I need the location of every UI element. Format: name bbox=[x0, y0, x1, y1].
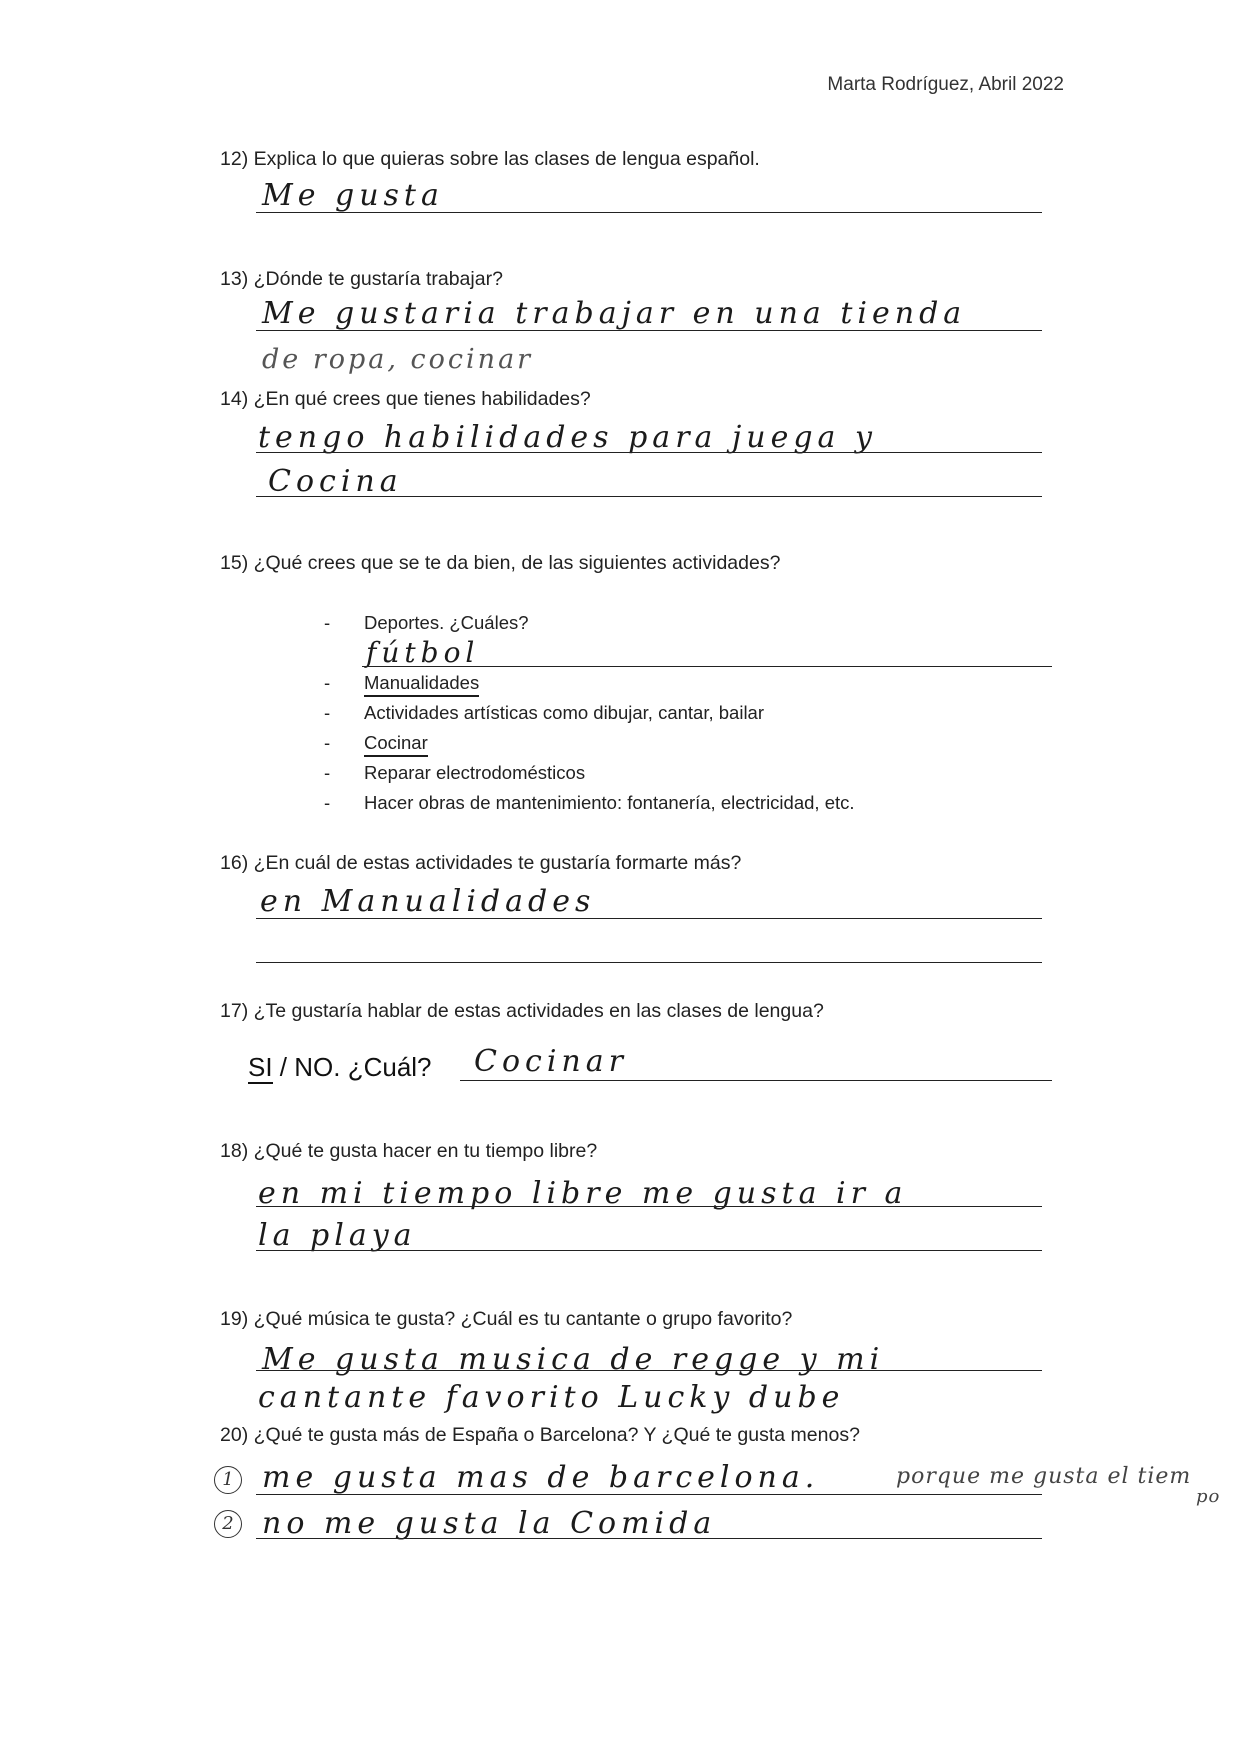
answer-19-line-2: cantante favorito Lucky dube bbox=[258, 1380, 845, 1415]
answer-20-line-2: no me gusta la Comida bbox=[262, 1506, 717, 1541]
answer-line bbox=[256, 330, 1042, 331]
question-17: 17) ¿Te gustaría hablar de estas actividades en las clases de lengua? bbox=[220, 1000, 824, 1022]
question-20: 20) ¿Qué te gusta más de España o Barcelona? Y ¿Qué te gusta menos? bbox=[220, 1424, 860, 1446]
list-dash: - bbox=[324, 672, 331, 693]
author-date: Marta Rodríguez, Abril 2022 bbox=[827, 74, 1064, 95]
list-dash: - bbox=[324, 732, 331, 753]
list-dash: - bbox=[324, 792, 331, 813]
question-16: 16) ¿En cuál de estas actividades te gustaría formarte más? bbox=[220, 852, 742, 874]
question-15: 15) ¿Qué crees que se te da bien, de las siguientes actividades? bbox=[220, 552, 781, 574]
list-item bbox=[318, 732, 855, 762]
list-item bbox=[318, 702, 855, 732]
list-dash: - bbox=[324, 702, 331, 723]
answer-17: Cocinar bbox=[474, 1044, 628, 1079]
answer-line bbox=[256, 962, 1042, 963]
answer-line bbox=[362, 666, 1052, 667]
answer-20-line-1: me gusta mas de barcelona. bbox=[262, 1460, 820, 1495]
answer-19-line-1: Me gusta musica de regge y mi bbox=[262, 1342, 885, 1377]
answer-line bbox=[256, 1538, 1042, 1539]
list-dash: - bbox=[324, 612, 331, 633]
answer-marker-1: 1 bbox=[214, 1466, 242, 1494]
yes-no-prompt bbox=[248, 1052, 432, 1083]
list-item bbox=[318, 792, 855, 822]
answer-line bbox=[256, 1494, 1042, 1495]
question-14: 14) ¿En qué crees que tienes habilidades? bbox=[220, 388, 591, 410]
answer-line bbox=[256, 918, 1042, 919]
list-dash: - bbox=[324, 762, 331, 783]
question-18: 18) ¿Qué te gusta hacer en tu tiempo libre? bbox=[220, 1140, 598, 1162]
option-maintenance: Hacer obras de mantenimiento: fontanería, electricidad, etc. bbox=[364, 792, 855, 813]
answer-13-line-2: de ropa, cocinar bbox=[262, 344, 534, 375]
answer-line bbox=[256, 1370, 1042, 1371]
list-item bbox=[318, 762, 855, 792]
option-appliances: Reparar electrodomésticos bbox=[364, 762, 586, 783]
list-item bbox=[318, 672, 855, 702]
answer-12-line-1: Me gusta bbox=[262, 178, 444, 213]
answer-14-line-2: Cocina bbox=[268, 464, 403, 499]
option-sports: Deportes. ¿Cuáles? bbox=[364, 612, 529, 633]
answer-18-line-1: en mi tiempo libre me gusta ir a bbox=[258, 1176, 908, 1211]
question-19: 19) ¿Qué música te gusta? ¿Cuál es tu cantante o grupo favorito? bbox=[220, 1308, 793, 1330]
question-12: 12) Explica lo que quieras sobre las clases de lengua español. bbox=[220, 148, 760, 170]
answer-line bbox=[256, 452, 1042, 453]
answer-line bbox=[256, 496, 1042, 497]
answer-14-line-1: tengo habilidades para juega y bbox=[258, 420, 877, 455]
answer-line bbox=[256, 212, 1042, 213]
option-arts: Actividades artísticas como dibujar, cantar, bailar bbox=[364, 702, 764, 723]
answer-18-line-2: la playa bbox=[258, 1218, 417, 1253]
yes-option: SI bbox=[248, 1052, 273, 1082]
answer-13-line-1: Me gustaria trabajar en una tienda bbox=[262, 296, 967, 331]
answer-15-sport: fútbol bbox=[366, 636, 480, 669]
no-which-label: / NO. ¿Cuál? bbox=[272, 1052, 432, 1082]
answer-line bbox=[460, 1080, 1052, 1081]
answer-marker-2: 2 bbox=[214, 1510, 242, 1538]
answer-line bbox=[256, 1206, 1042, 1207]
option-cooking: Cocinar bbox=[364, 732, 428, 757]
answer-line bbox=[256, 1250, 1042, 1251]
answer-20-note: porque me gusta el tiem bbox=[896, 1464, 1192, 1489]
answer-16-line-1: en Manualidades bbox=[260, 884, 596, 919]
option-crafts: Manualidades bbox=[364, 672, 479, 697]
question-13: 13) ¿Dónde te gustaría trabajar? bbox=[220, 268, 503, 290]
answer-20-note-cont: po bbox=[1196, 1486, 1221, 1507]
